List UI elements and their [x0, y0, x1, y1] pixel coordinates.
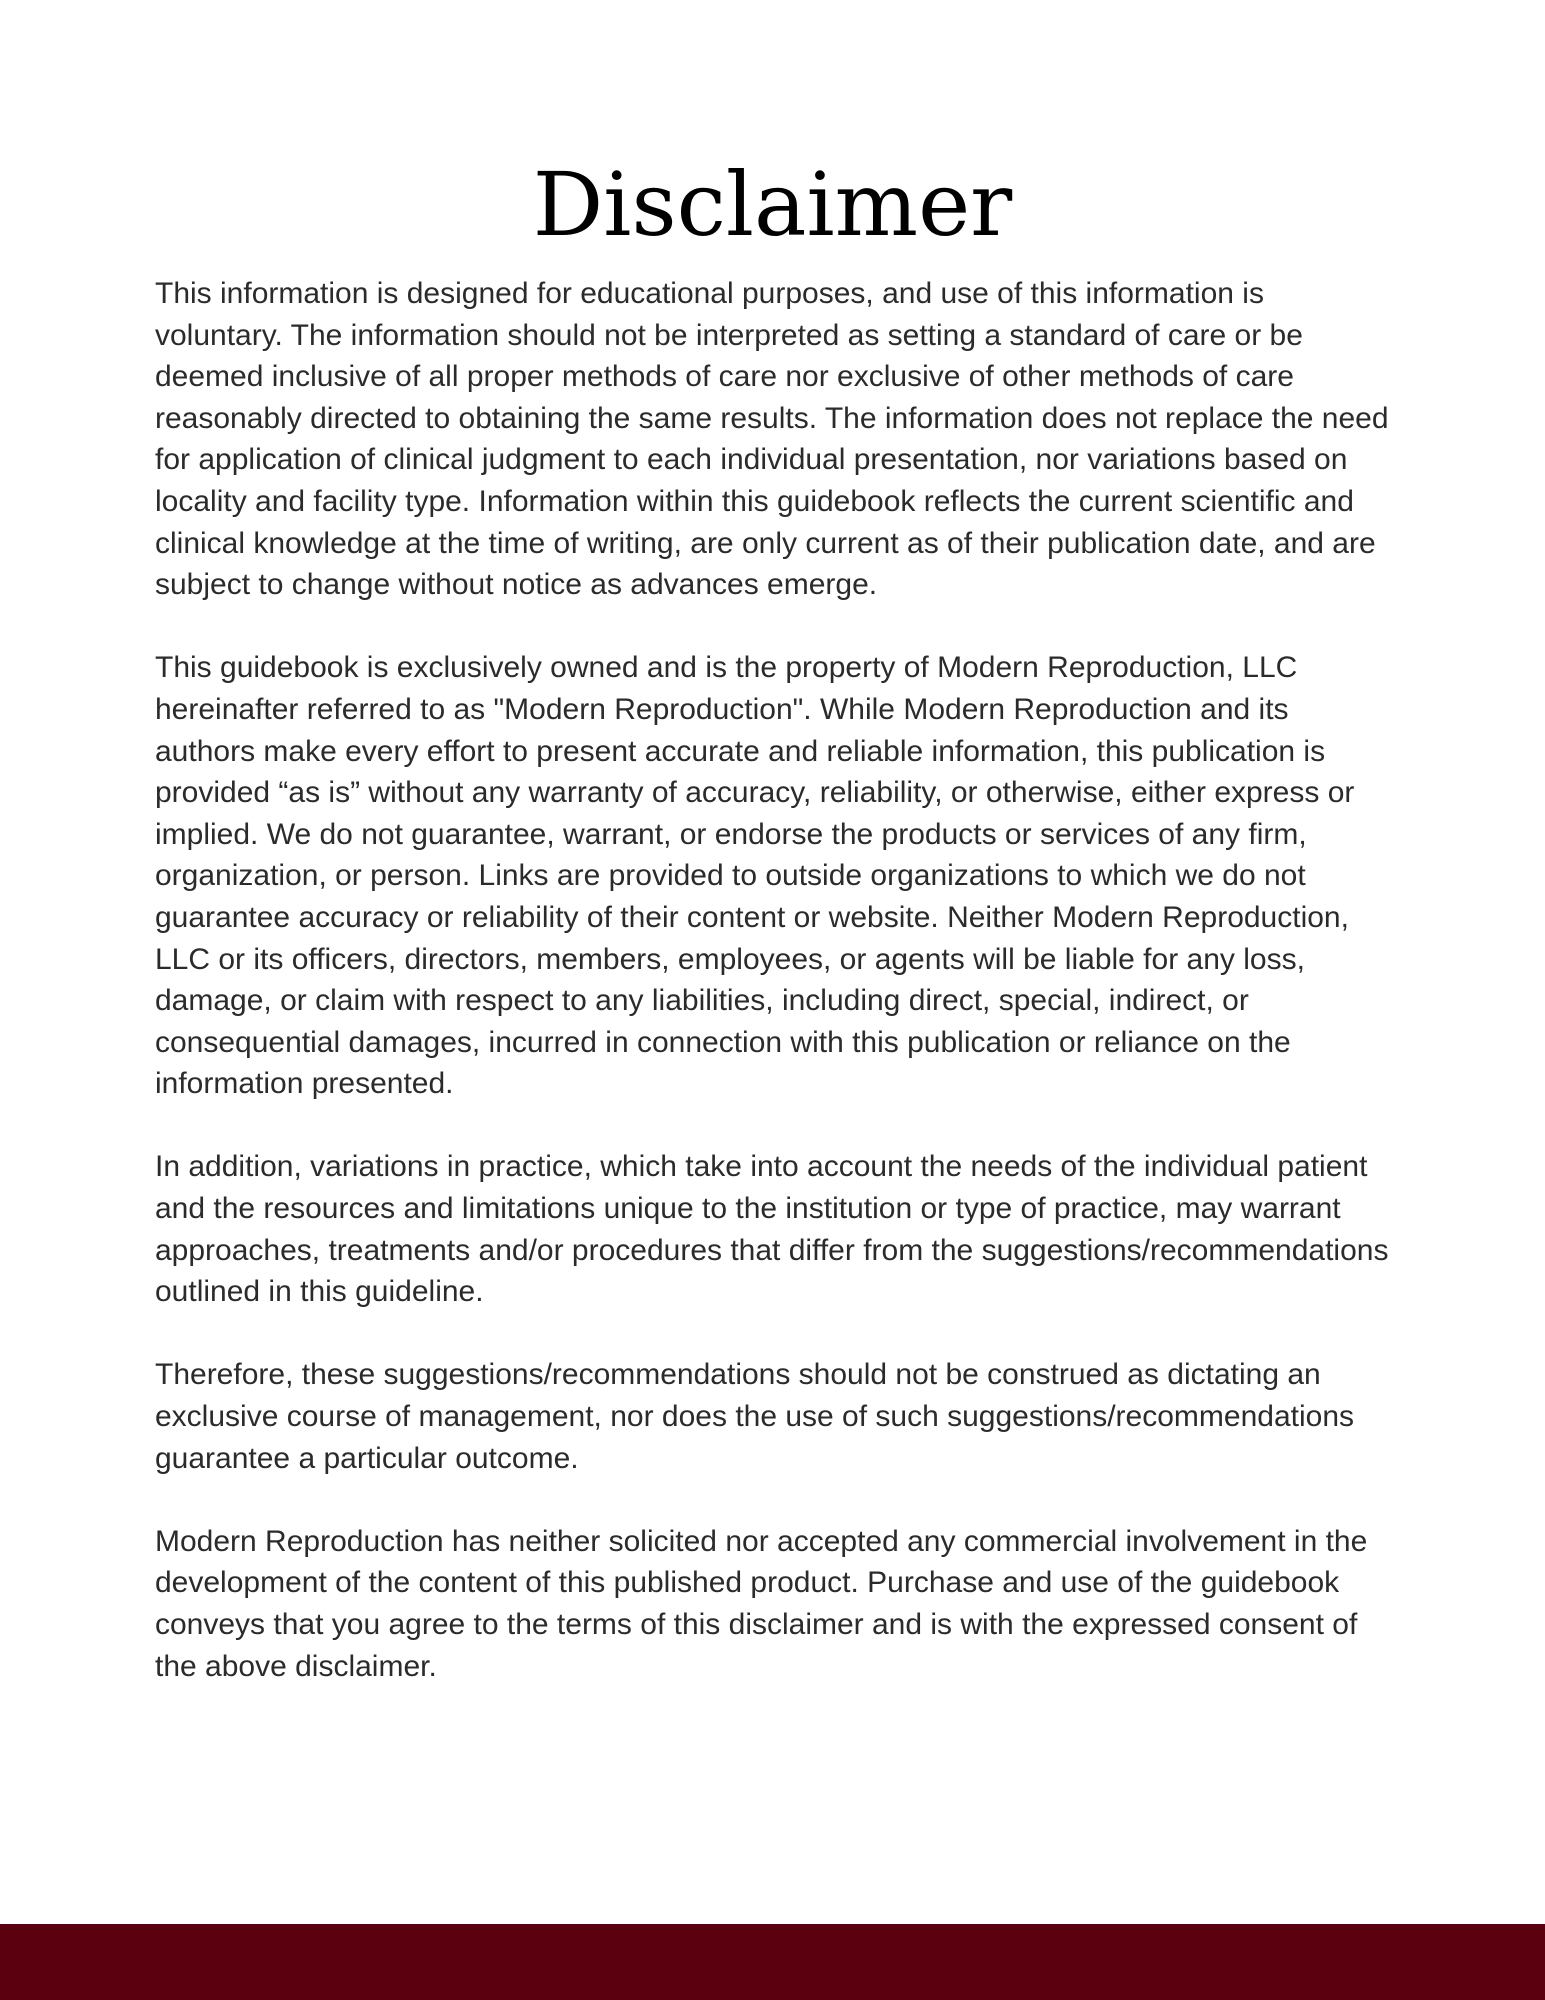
disclaimer-paragraph-2: This guidebook is exclusively owned and is the property of Modern Reproduction, LLC hereinafter referred to as "Modern Reproduction". While Modern Reproduction and its authors make every effort to present accurate and reliable information, this publication is provided “as is” without any warranty of accuracy, reliability, or otherwise, either express or implied. We do not guarantee, warrant, or endorse the products or services of any firm, organization, or person. Links are provided to outside organizations to which we do not guarantee accuracy or reliability of their content or website. Neither Modern Reproduction, LLC or its officers, directors, members, employees, or agents will be liable for any loss, damage, or claim with respect to any liabilities, including direct, special, indirect, or consequential damages, incurred in connection with this publication or reliance on the information presented. — [155, 651, 1355, 1101]
page-title: Disclaimer — [532, 153, 1013, 256]
disclaimer-paragraph-4: Therefore, these suggestions/recommendations should not be construed as dictating an exclusive course of management, nor does the use of such suggestions/recommendations guarantee a particular outcome. — [155, 1358, 1355, 1475]
footer-color-bar — [0, 1924, 1545, 2000]
disclaimer-paragraph-1: This information is designed for educational purposes, and use of this information is voluntary. The information should not be interpreted as setting a standard of care or be deemed inclusive of all proper methods of care nor exclusive of other methods of care reasonably directed to obtaining the same results. The information does not replace the need for application of clinical judgment to each individual presentation, nor variations based on locality and facility type. Information within this guidebook reflects the current scientific and clinical knowledge at the time of writing, are only current as of their publication date, and are subject to change without notice as advances emerge. — [155, 277, 1389, 602]
disclaimer-paragraph-5: Modern Reproduction has neither solicited nor accepted any commercial involvement in the development of the content of this published product. Purchase and use of the guidebook conveys that you agree to the terms of this disclaimer and is with the expressed consent of the above disclaimer. — [155, 1524, 1368, 1683]
disclaimer-paragraph-3: In addition, variations in practice, which take into account the needs of the individual patient and the resources and limitations unique to the institution or type of practice, may warrant approaches, treatments and/or procedures that differ from the suggestions/recommendations outlined in this guideline. — [155, 1150, 1389, 1309]
disclaimer-body — [155, 273, 1395, 1729]
